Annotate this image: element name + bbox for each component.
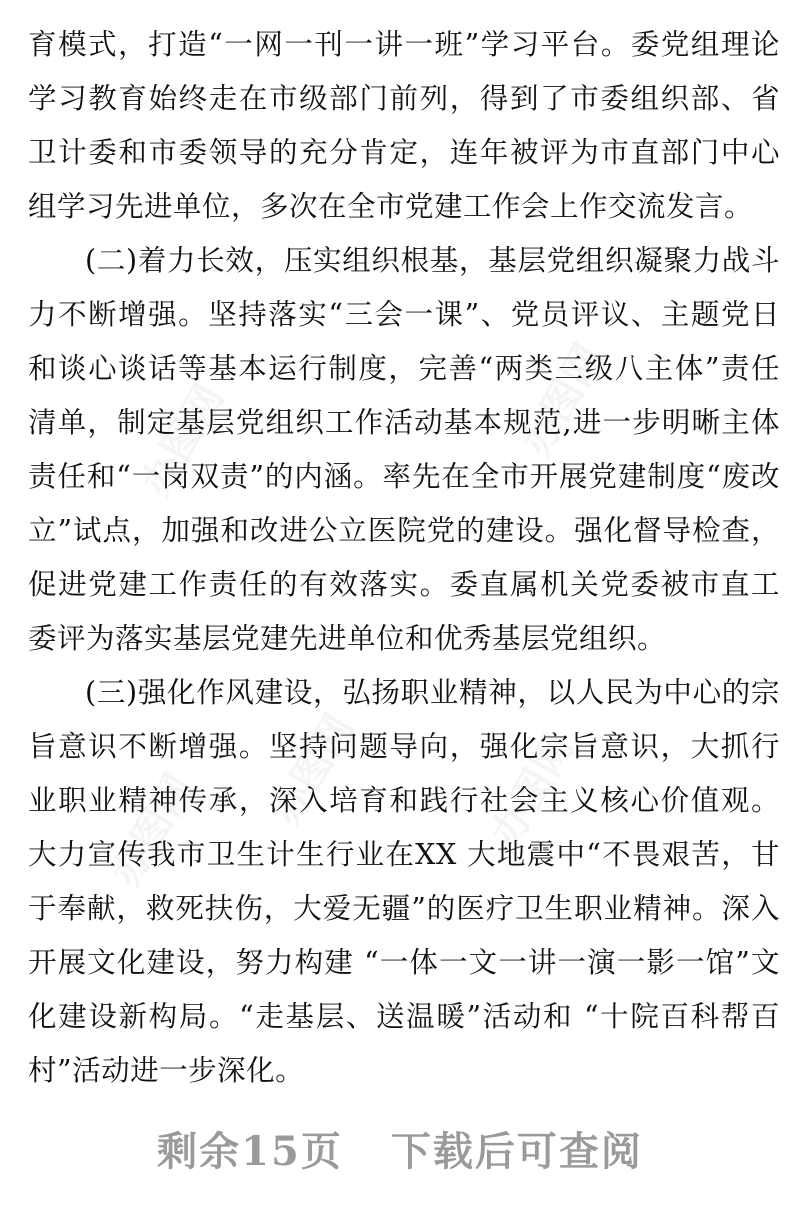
remaining-pages-label: 剩余15页 [157,1128,343,1175]
watermark: 办图网 [513,336,613,464]
paragraph-section-2: (二)着力长效，压实组织根基，基层党组织凝聚力战斗力不断增强。坚持落实“三会一课”、党员评议、主题党日和谈心谈话等基本运行制度，完善“两类三级八主体”责任清单，制定基层党组织工作活动基本规范,进一步明晰主体责任和“一岗双责”的内涵。率先在全市开展党建制度“废改立”试点，加强和改进公立医院党的建设。强化督导检查，促进党建工作责任的有效落实。委直属机关党委被市直工委评为落实基层党建先进单位和优秀基层党组织。 [28,244,780,655]
watermark: 办图网 [483,726,583,854]
watermark: 办图网 [103,766,203,894]
download-hint-label: 下载后可查阅 [390,1128,643,1175]
watermark: 办图网 [133,376,233,504]
paragraph-continued: 育模式，打造“一网一刊一讲一班”学习平台。委党组理论学习教育始终走在市级部门前列，得到了市委组织部、省卫计委和市委领导的充分肯定，连年被评为市直部门中心组学习先进单位，多次在全市党建工作会上作交流发言。 [28,28,780,223]
document-body [28,18,780,1098]
download-banner[interactable] [0,1120,800,1177]
paragraph-section-3: (三)强化作风建设，弘扬职业精神，以人民为中心的宗旨意识不断增强。坚持问题导向，强化宗旨意识，大抓行业职业精神传承，深入培育和践行社会主义核心价值观。大力宣传我市卫生计生行业在XX 大地震中“不畏艰苦，甘于奉献，救死扶伤，大爱无疆”的医疗卫生职业精神。深入开展文化建设，努力构建 “一体一文一讲一演一影一馆”文化建设新构局。“走基层、送温暖”活动和 “十院百科帮百村”活动进一步深化。 [28,676,780,1087]
watermark: 办图网 [263,706,363,834]
